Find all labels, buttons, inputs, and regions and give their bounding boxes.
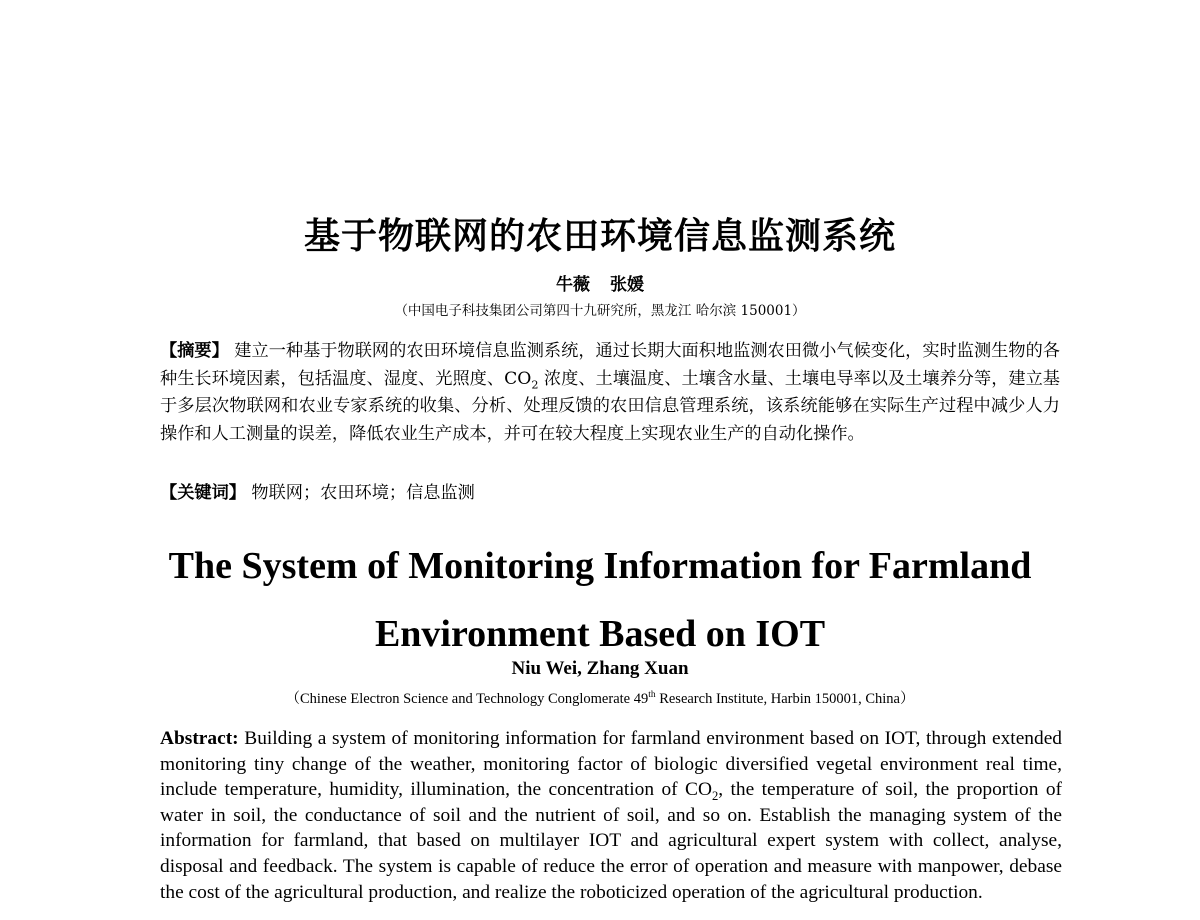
english-abstract-subscript: 2 (711, 789, 719, 804)
chinese-keywords-text: 物联网；农田环境；信息监测 (251, 483, 475, 503)
english-title-line-2: Environment Based on IOT (374, 613, 826, 655)
english-affiliation-text-1: （Chinese Electron Science and Technology Conglomerate 49 (285, 691, 649, 707)
english-affiliation-superscript: th (648, 690, 656, 701)
chinese-author-2: 张媛 (610, 275, 644, 295)
chinese-authors (0, 270, 1200, 295)
english-abstract-label: Abstract: (160, 728, 239, 749)
chinese-abstract-text-1: 建立一种基于物联网的农田环境信息监测系统，通过长期大面积地监测农田微小气候变化，实时监测生物的各种生长环境因素，包括温度、湿度、光照度、CO (160, 341, 1060, 389)
chinese-keywords-label: 【关键词】 (160, 483, 246, 503)
english-authors: Niu Wei, Zhang Xuan (511, 658, 689, 679)
english-abstract (160, 726, 1062, 905)
english-affiliation-text-2: Research Institute, Harbin 150001, China） (655, 691, 915, 707)
chinese-title: 基于物联网的农田环境信息监测系统 (303, 216, 896, 257)
chinese-affiliation: （中国电子科技集团公司第四十九研究所，黑龙江 哈尔滨 150001） (394, 303, 806, 319)
chinese-author-1: 牛薇 (556, 275, 590, 295)
chinese-keywords (160, 480, 1060, 507)
english-abstract-text-2: , the temperature of soil, the proportion of water in soil, the conductance of soil and the nutrient of soil, and so on. Establish the managing system of the information for farmland, that based on multilayer IOT and agricultural expert system with collect, analyse, disposal and feedback. The system is capable of reduce the error of operation and measure with manpower, debase the cost of the agricultural production, and realize the roboticized operation of the agricultural production. (160, 779, 1062, 903)
english-title-line-1: The System of Monitoring Information for Farmland (168, 545, 1032, 587)
chinese-abstract (160, 338, 1060, 448)
english-title (0, 532, 1200, 668)
chinese-abstract-text-2: 浓度、土壤温度、土壤含水量、土壤电导率以及土壤养分等，建立基于多层次物联网和农业专家系统的收集、分析、处理反馈的农田信息管理系统，该系统能够在实际生产过程中减少人力操作和人工测量的误差，降低农业生产成本，并可在较大程度上实现农业生产的自动化操作。 (160, 368, 1060, 444)
chinese-abstract-label: 【摘要】 (160, 341, 229, 361)
english-affiliation (0, 687, 1200, 708)
chinese-abstract-subscript: 2 (531, 377, 539, 391)
english-abstract-text-1: Building a system of monitoring information for farmland environment based on IOT, through extended monitoring tiny change of the weather, monitoring factor of biologic diversified vegetal environment real time, include temperature, humidity, illumination, the concentration of CO (160, 728, 1062, 801)
